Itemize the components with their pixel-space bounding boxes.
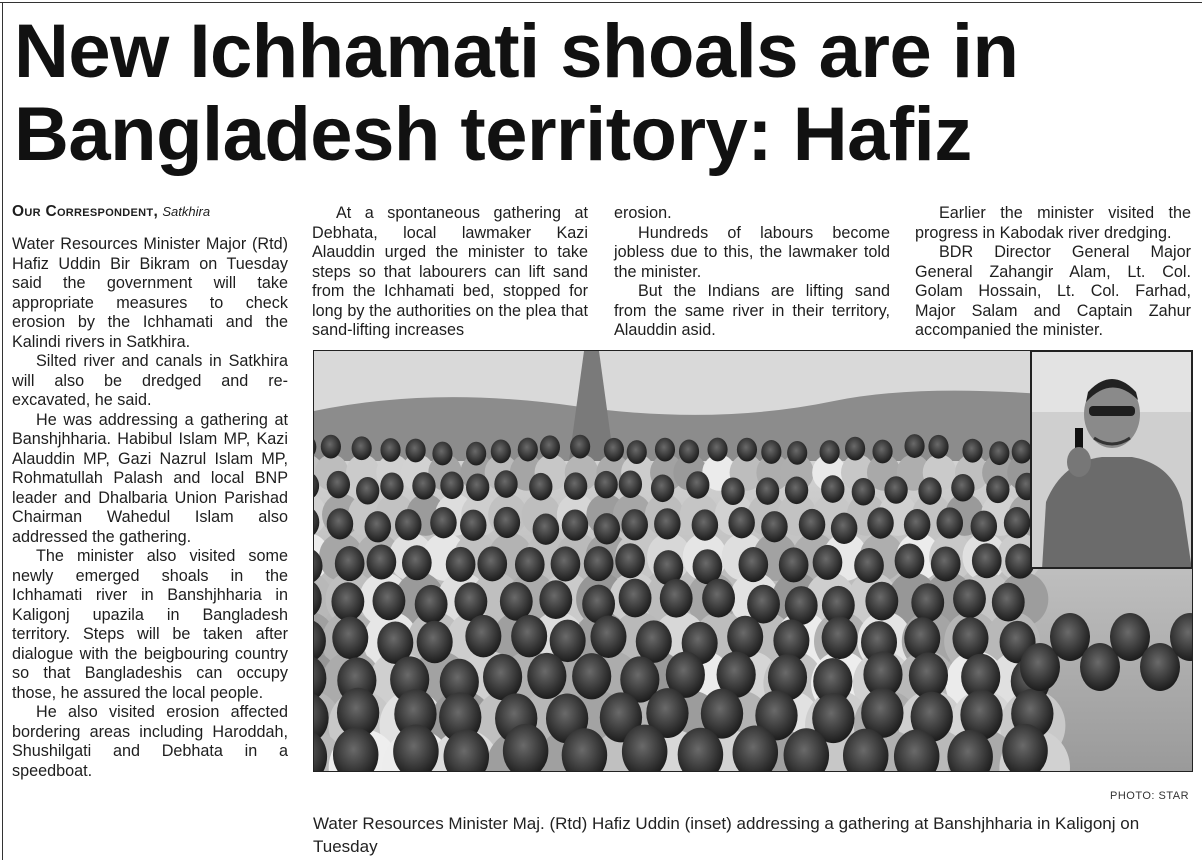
minister-inset-image bbox=[1032, 352, 1192, 569]
photo-credit: PHOTO: STAR bbox=[1110, 790, 1190, 802]
paragraph: Hundreds of labours become jobless due to this, the lawmaker told the minister. bbox=[614, 223, 890, 281]
page-left-rule bbox=[2, 2, 3, 860]
inset-photo-minister bbox=[1030, 351, 1192, 569]
article-column-2 bbox=[312, 204, 588, 341]
paragraph: He also visited erosion affected bordering areas including Haroddah, Shushilgati and Debhata in a speedboat. bbox=[12, 703, 288, 780]
news-photo-crowd bbox=[313, 350, 1193, 772]
article-column-4 bbox=[915, 204, 1191, 341]
byline-author: Our Correspondent, bbox=[12, 203, 159, 220]
byline-place: Satkhira bbox=[162, 204, 211, 219]
paragraph: But the Indians are lifting sand from the same river in their territory, Alauddin asid. bbox=[614, 282, 890, 339]
byline bbox=[12, 202, 288, 221]
paragraph: Water Resources Minister Major (Rtd) Hafiz Uddin Bir Bikram on Tuesday said the government will take appropriate measures to check erosion by the Ichhamati and the Kalindi rivers in Satkhira. bbox=[12, 235, 288, 351]
article-column-1 bbox=[12, 202, 288, 781]
paragraph: At a spontaneous gathering at Debhata, local lawmaker Kazi Alauddin urged the minister to take steps so that labourers can lift sand from the Ichhamati bed, stopped for long by the authorities on the plea that sand-lifting increases bbox=[312, 204, 588, 339]
paragraph: Earlier the minister visited the progress in Kabodak river dredging. bbox=[915, 204, 1191, 242]
page-top-rule bbox=[0, 2, 1202, 3]
paragraph: He was addressing a gathering at Banshjhharia. Habibul Islam MP, Kazi Alauddin MP, Gazi Nazrul Islam MP, Rohmatullah Palash and local BNP leader and Dhalbaria Union Parishad Chairman Wahedul Islam also addressed the gathering. bbox=[12, 410, 288, 546]
photo-caption: Water Resources Minister Maj. (Rtd) Hafiz Uddin (inset) addressing a gathering at Banshjhharia in Kaligonj on Tuesday bbox=[313, 814, 1140, 856]
paragraph: The minister also visited some newly emerged shoals in the Ichhamati river in Banshjhharia in Kaligonj upazila in Bangladesh territory. Steps will be taken after dialogue with the beigbouring country so that Bangladeshis can occupy those, he assured the local people. bbox=[12, 547, 288, 702]
paragraph: Silted river and canals in Satkhira will also be dredged and re-excavated, he said. bbox=[12, 352, 288, 409]
article-column-3 bbox=[614, 204, 890, 341]
paragraph: BDR Director General Major General Zahangir Alam, Lt. Col. Golam Hossain, Lt. Col. Farhad, Major Salam and Captain Zahur accompanied the minister. bbox=[915, 243, 1191, 339]
paragraph: erosion. bbox=[614, 204, 672, 222]
headline: New Ichhamati shoals are in Bangladesh territory: Hafiz bbox=[14, 9, 1019, 177]
